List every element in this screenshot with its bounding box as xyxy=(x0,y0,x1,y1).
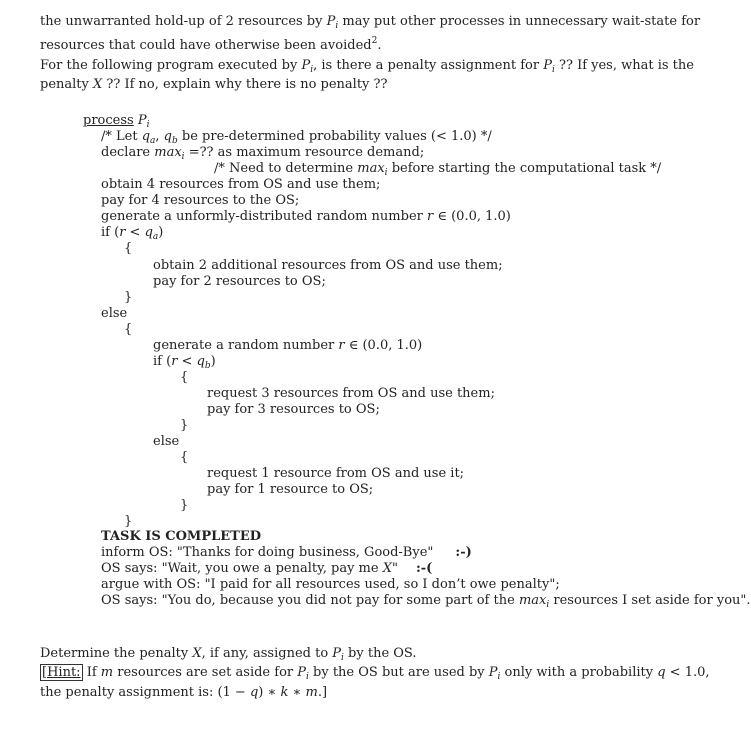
comment-determine: /* Need to determine $\max_i$ before starting the computational task */ xyxy=(214,161,662,178)
brace-open-2: { xyxy=(124,322,133,337)
brace-close-1: } xyxy=(124,290,133,305)
if-qa: if $(r < q_a)$ xyxy=(101,225,164,242)
para1-line1: the unwarranted hold-up of 2 resources by $P_i$ may put other processes in unnecessary wait-state for xyxy=(40,14,701,31)
os-says-2: OS says: "You do, because you did not pay for some part of the $\max_i$ resources I set aside for you". xyxy=(101,593,751,610)
hint-line2: the penalty assignment is: (1 − q) ∗ k ∗ m.] xyxy=(40,685,328,700)
process-header: process $P_i$ xyxy=(83,113,150,130)
para2-line2: penalty X ?? If no, explain why there is no penalty ?? xyxy=(40,77,388,92)
stmt-generate: generate a unformly-distributed random number r ∈ (0.0, 1.0) xyxy=(101,209,511,224)
stmt-request-3: request 3 resources from OS and use them; xyxy=(207,386,495,401)
stmt-pay-1: pay for 1 resource to OS; xyxy=(207,482,374,497)
brace-open-1: { xyxy=(124,241,133,256)
stmt-pay-2: pay for 2 resources to OS; xyxy=(153,274,326,289)
pi-symbol: P xyxy=(326,14,336,29)
if-qb: if $(r < q_b)$ xyxy=(153,354,216,371)
brace-open-4: { xyxy=(180,450,189,465)
else-1: else xyxy=(101,306,128,321)
stmt-obtain-2: obtain 2 additional resources from OS and use them; xyxy=(153,258,503,273)
stmt-obtain-4: obtain 4 resources from OS and use them; xyxy=(101,177,381,192)
stmt-generate-2: generate a random number r ∈ (0.0, 1.0) xyxy=(153,338,423,353)
smile-emoticon: :-) xyxy=(455,545,472,560)
comment-probabilities: /* Let $q_a$, $q_b$ be pre-determined probability values (< 1.0) */ xyxy=(101,129,492,146)
brace-open-3: { xyxy=(180,370,189,385)
os-says-1: OS says: "Wait, you owe a penalty, pay me X" :-( xyxy=(101,561,433,576)
brace-close-4: } xyxy=(180,498,189,513)
para2-line1: For the following program executed by $P_i$, is there a penalty assignment for $P_i$ ?? If yes, what is the xyxy=(40,58,694,75)
stmt-pay-3: pay for 3 resources to OS; xyxy=(207,402,380,417)
stmt-pay-4: pay for 4 resources to the OS; xyxy=(101,193,300,208)
argue-line: argue with OS: "I paid for all resources used, so I don’t owe penalty"; xyxy=(101,577,560,592)
frown-emoticon: :-( xyxy=(415,561,433,576)
hint-label: [Hint: xyxy=(42,665,81,680)
footnote-mark: 2 xyxy=(371,36,378,46)
brace-close-3: } xyxy=(180,418,189,433)
para1-line2: resources that could have otherwise been avoided$^2$. xyxy=(40,36,382,53)
stmt-request-1: request 1 resource from OS and use it; xyxy=(207,466,465,481)
hint-line1: [Hint: If m resources are set aside for $P_i$ by the OS but are used by $P_i$ only with a probability q < 1.0, xyxy=(42,665,710,682)
task-completed: TASK IS COMPLETED xyxy=(101,529,261,544)
determine-line: Determine the penalty X, if any, assigned to $P_i$ by the OS. xyxy=(40,646,417,663)
inform-os: inform OS: "Thanks for doing business, Good-Bye" :-) xyxy=(101,545,472,560)
brace-close-2: } xyxy=(124,514,133,529)
declare-line: declare $\max_i$ =?? as maximum resource demand; xyxy=(101,145,425,162)
else-2: else xyxy=(153,434,180,449)
